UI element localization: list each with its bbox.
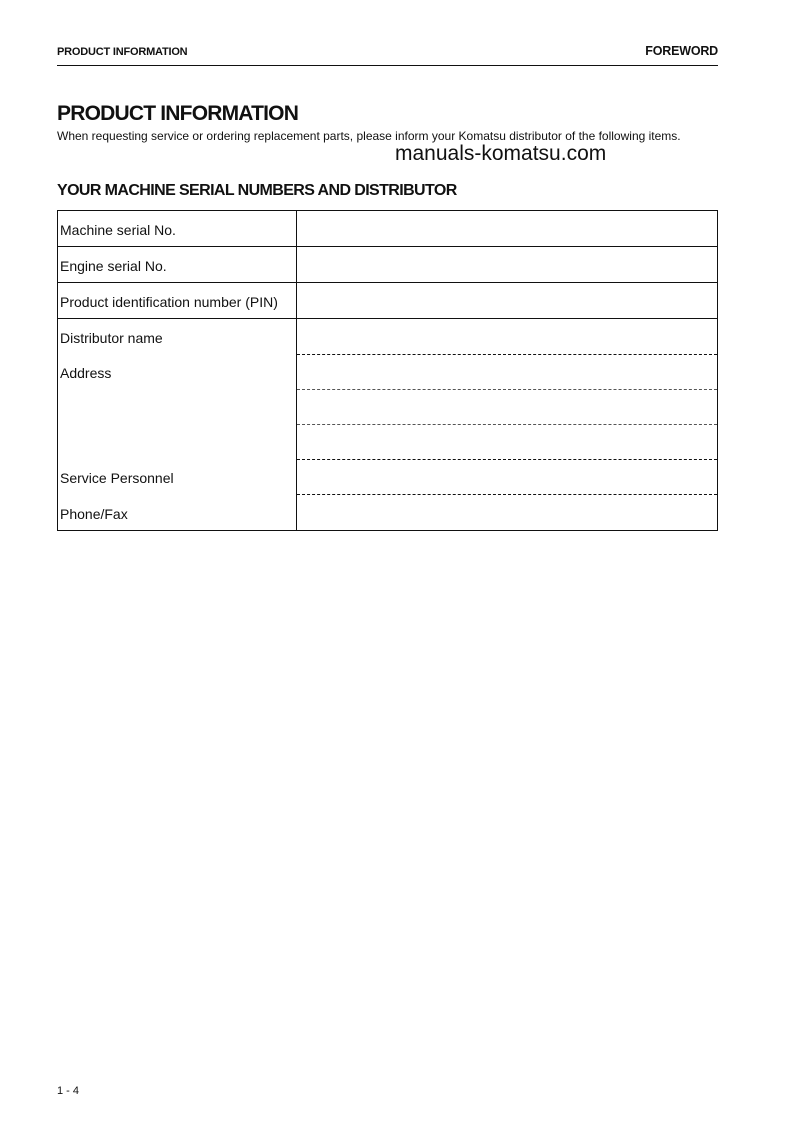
header-section-left: PRODUCT INFORMATION xyxy=(57,46,188,58)
watermark-text: manuals-komatsu.com xyxy=(395,142,607,165)
form-column-divider xyxy=(296,211,297,530)
form-dashed-divider xyxy=(297,459,717,460)
page-number: 1 - 4 xyxy=(57,1085,80,1097)
header-divider xyxy=(57,65,718,66)
intro-paragraph: When requesting service or ordering replacement parts, please inform your Komatsu distributor of the following items. xyxy=(57,129,681,143)
field-label-address: Address xyxy=(60,365,112,381)
form-dashed-divider xyxy=(297,354,717,355)
serial-number-form xyxy=(57,210,718,531)
header-section-right: FOREWORD xyxy=(645,44,718,58)
field-label-service-personnel: Service Personnel xyxy=(60,470,174,486)
form-row-divider xyxy=(58,318,717,319)
field-label-pin: Product identification number (PIN) xyxy=(60,294,278,310)
form-row-divider xyxy=(58,282,717,283)
section-subtitle: YOUR MACHINE SERIAL NUMBERS AND DISTRIBUTOR xyxy=(57,182,457,199)
page-title: PRODUCT INFORMATION xyxy=(57,102,299,125)
form-dashed-divider xyxy=(297,424,717,425)
form-row-divider xyxy=(58,246,717,247)
form-dashed-divider xyxy=(297,494,717,495)
form-dashed-divider xyxy=(297,389,717,390)
field-label-phone-fax: Phone/Fax xyxy=(60,506,128,522)
field-label-distributor-name: Distributor name xyxy=(60,330,163,346)
field-label-engine-serial: Engine serial No. xyxy=(60,258,167,274)
field-label-machine-serial: Machine serial No. xyxy=(60,222,176,238)
